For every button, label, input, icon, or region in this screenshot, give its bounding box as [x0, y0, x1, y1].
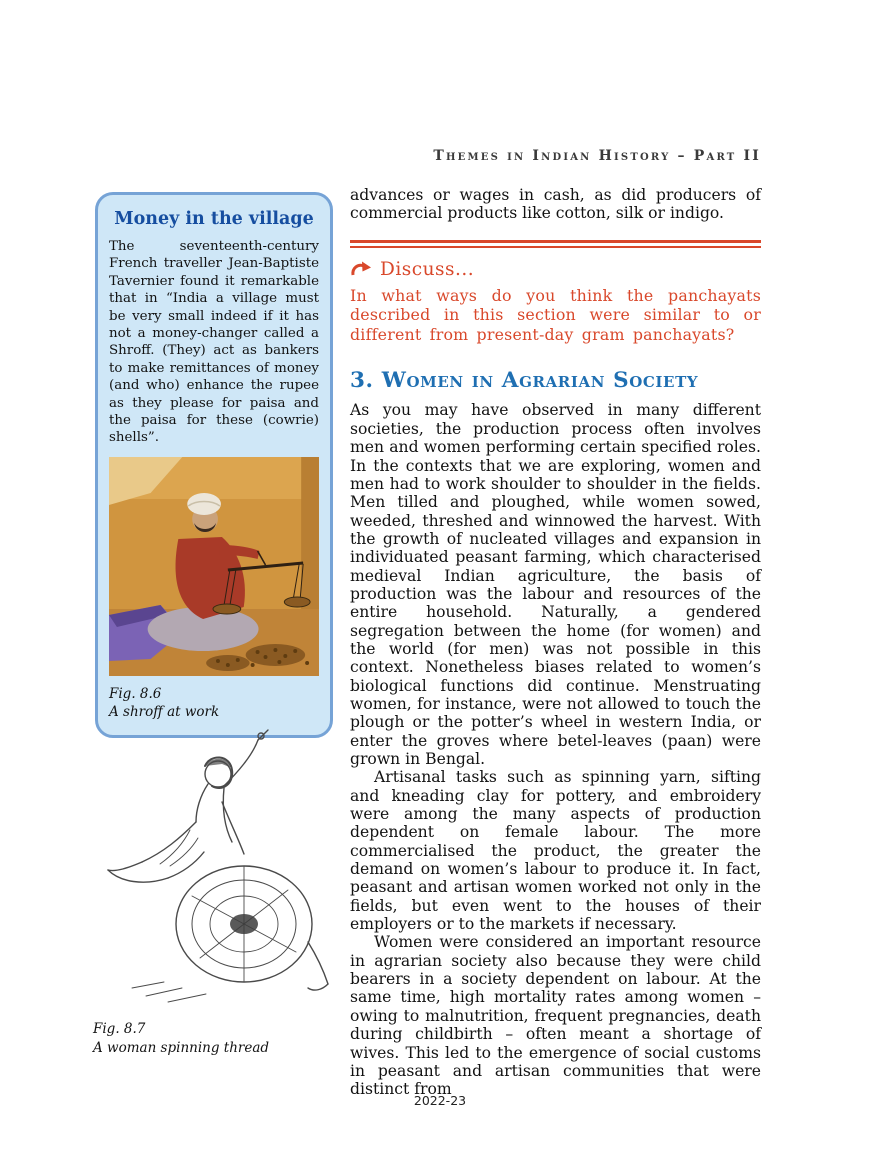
discuss-question: In what ways do you think the panchayats described in this section were similar to or different from present-day gram panchayats?	[350, 285, 761, 344]
discuss-label: Discuss...	[380, 258, 475, 280]
curved-arrow-icon	[350, 261, 372, 277]
section-paragraph: Artisanal tasks such as spinning yarn, sifting and kneading clay for pottery, and embroidery were among the many aspects of production dependent on female labour. The more commercialised the product, the greater the demand on women’s labour to produce it. In fact, peasant and artisan women worked not only in the fields, but even went to the houses of their employers or to the markets if necessary.	[350, 768, 761, 934]
figure-caption-text: A shroff at work	[109, 703, 220, 720]
figure-label: Fig. 8.7	[93, 1021, 146, 1037]
box-body-text: The seventeenth-century French traveller Jean-Baptiste Tavernier found it remarkable that in “India a village must be very small indeed if it has not a money-changer called a Shroff. (They) act as bankers to make remittances of money (and who) enhance the rupee as they please for paisa and the paisa for these (cowrie) shells”.	[109, 239, 319, 446]
section-paragraph: Women were considered an important resource in agrarian society also because they were child bearers in a society dependent on labour. At the same time, high mortality rates among women – owing to malnutrition, frequent pregnancies, death during childbirth – often meant a shortage of wives. This led to the emergence of social customs in peasant and artisan communities that were distinct from	[350, 933, 761, 1099]
page-footer: 2022-23	[413, 1093, 467, 1108]
figure-label: Fig. 8.6	[109, 685, 162, 702]
spinning-woman-sketch	[72, 726, 335, 1016]
section-heading: 3. Women in Agrarian Society	[350, 368, 699, 394]
figure-8-6-caption	[109, 685, 319, 721]
box-title: Money in the village	[114, 209, 314, 229]
money-in-village-box	[95, 192, 333, 738]
figure-8-7-caption	[93, 1020, 269, 1058]
section-paragraph: As you may have observed in many different societies, the production process often involves men and women performing certain specified roles. In the contexts that we are exploring, women and men had to work shoulder to shoulder in the fields. Men tilled and ploughed, while women sowed, weeded, threshed and winnowed the harvest. With the growth of nucleated villages and expansion in individuated peasant farming, which characterised medieval Indian agriculture, the basis of production was the labour and resources of the entire household. Naturally, a gendered segregation between the home (for women) and the world (for men) was not possible in this context. Nonetheless biases related to women’s biological functions did continue. Menstruating women, for instance, were not allowed to touch the plough or the potter’s wheel in western India, or enter the groves where betel-leaves (paan) were grown in Bengal.	[350, 401, 761, 768]
lead-paragraph: advances or wages in cash, as did producers of commercial products like cotton, silk or indigo.	[350, 186, 761, 223]
running-header: Themes in Indian History – Part II	[433, 148, 761, 164]
main-text-column	[350, 186, 761, 1099]
discuss-heading	[350, 259, 761, 280]
discuss-divider	[350, 240, 761, 248]
shroff-painting	[109, 457, 319, 676]
figure-caption-text: A woman spinning thread	[93, 1040, 270, 1056]
